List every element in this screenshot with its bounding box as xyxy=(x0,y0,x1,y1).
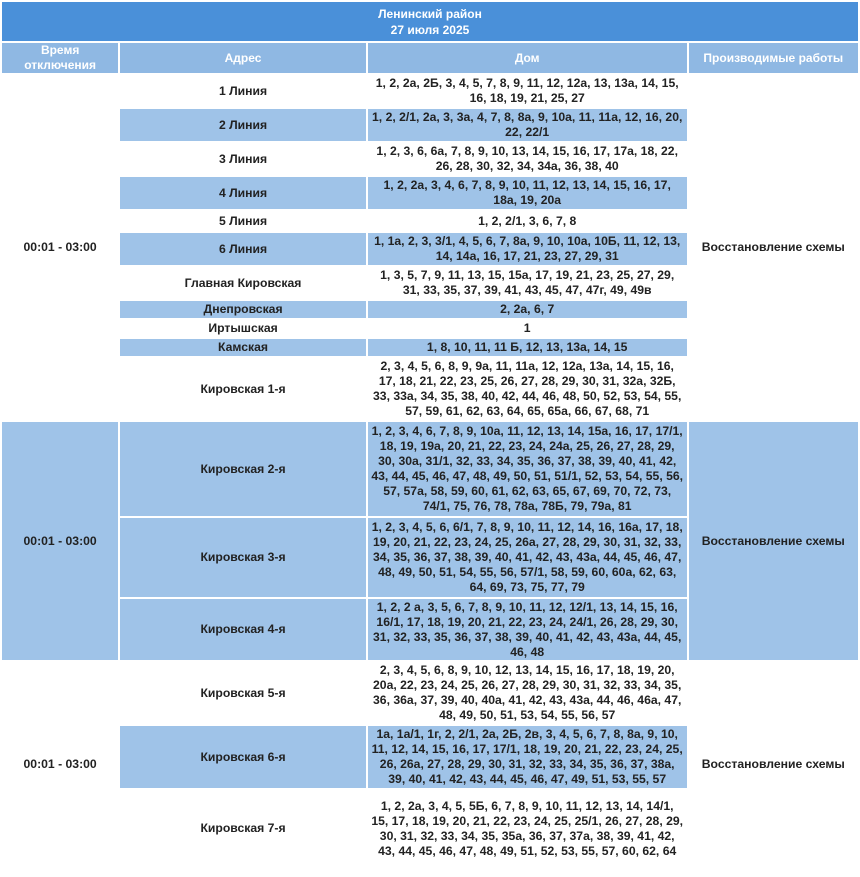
houses-cell: 1, 1а, 2, 3, 3/1, 4, 5, 6, 7, 8а, 9, 10, 10а, 10Б, 11, 12, 13, 14, 14а, 16, 17, 21, 23, 27, 29, 31 xyxy=(368,233,687,265)
column-header-time: Время отключения xyxy=(2,43,118,73)
houses-cell: 1, 3, 5, 7, 9, 11, 13, 15, 15а, 17, 19, 21, 23, 25, 27, 29, 31, 33, 35, 37, 39, 41, 43, 45, 47, 47г, 49, 49в xyxy=(368,267,687,299)
table-row xyxy=(2,422,858,516)
column-header-address: Адрес xyxy=(120,43,366,73)
houses-cell: 2, 3, 4, 5, 6, 8, 9, 10, 12, 13, 14, 15, 16, 17, 18, 19, 20, 20а, 22, 23, 24, 25, 26, 27, 28, 29, 30, 31, 32, 33, 34, 35, 36, 36а, 37, 39, 40, 40а, 41, 42, 43, 43а, 44, 46, 46а, 47, 48, 49, 50, 51, 53, 54, 55, 56, 57 xyxy=(368,662,687,724)
houses-cell: 1, 2, 2/1, 3, 6, 7, 8 xyxy=(368,211,687,231)
address-cell: Кировская 1-я xyxy=(120,358,366,420)
houses-cell: 1, 2, 2а, 3, 4, 6, 7, 8, 9, 10, 11, 12, 13, 14, 15, 16, 17, 18а, 19, 20а xyxy=(368,177,687,209)
houses-cell: 1, 8, 10, 11, 11 Б, 12, 13, 13а, 14, 15 xyxy=(368,339,687,356)
address-cell: 3 Линия xyxy=(120,143,366,175)
header-date: 27 июля 2025 xyxy=(390,22,470,37)
works-cell: Восстановление схемы xyxy=(689,75,858,420)
houses-cell: 1, 2, 3, 4, 6, 7, 8, 9, 10а, 11, 12, 13, 14, 15а, 16, 17, 17/1, 18, 19, 19а, 20, 21, 22, 23, 24, 24а, 25, 26, 27, 28, 29, 30, 30а, 31/1, 32, 33, 34, 35, 36, 37, 38, 39, 40, 41, 42, 43, 44, 45, 46, 47, 48, 49, 50, 51, 51/1, 52, 53, 54, 55, 56, 57, 57а, 58, 59, 60, 61, 62, 63, 65, 67, 69, 70, 72, 73, 74/1, 75, 76, 78, 78а, 78Б, 79, 79а, 81 xyxy=(368,422,687,516)
address-cell: Иртышская xyxy=(120,320,366,337)
houses-cell: 1, 2, 2/1, 2а, 3, 3а, 4, 7, 8, 8а, 9, 10а, 11, 11а, 12, 16, 20, 22, 22/1 xyxy=(368,109,687,141)
address-cell: 1 Линия xyxy=(120,75,366,107)
outage-time-cell: 00:01 - 03:00 xyxy=(2,662,118,867)
address-cell: Кировская 4-я xyxy=(120,599,366,660)
address-cell: Камская xyxy=(120,339,366,356)
houses-cell: 2, 2а, 6, 7 xyxy=(368,301,687,318)
houses-cell: 1, 2, 3, 6, 6а, 7, 8, 9, 10, 13, 14, 15, 16, 17, 17а, 18, 22, 26, 28, 30, 32, 34, 34а, 36, 38, 40 xyxy=(368,143,687,175)
table-body xyxy=(2,75,858,867)
address-cell: Кировская 5-я xyxy=(120,662,366,724)
houses-cell: 1, 2, 3, 4, 5, 6, 6/1, 7, 8, 9, 10, 11, 12, 14, 16, 16а, 17, 18, 19, 20, 21, 22, 23, 24, 25, 26а, 27, 28, 29, 30, 31, 32, 33, 34, 35, 36, 37, 38, 39, 40, 41, 42, 43, 43а, 44, 45, 46, 47, 48, 49, 50, 51, 54, 55, 56, 57/1, 58, 59, 60, 60а, 62, 63, 64, 69, 73, 75, 77, 79 xyxy=(368,518,687,597)
column-header-works: Производимые работы xyxy=(689,43,858,73)
outage-time-cell: 00:01 - 03:00 xyxy=(2,75,118,420)
address-cell: 4 Линия xyxy=(120,177,366,209)
address-cell: Главная Кировская xyxy=(120,267,366,299)
table-row xyxy=(2,75,858,107)
address-cell: 2 Линия xyxy=(120,109,366,141)
address-cell: Кировская 2-я xyxy=(120,422,366,516)
address-cell: Кировская 7-я xyxy=(120,790,366,867)
address-cell: 5 Линия xyxy=(120,211,366,231)
works-cell: Восстановление схемы xyxy=(689,662,858,867)
address-cell: Кировская 3-я xyxy=(120,518,366,597)
address-cell: Кировская 6-я xyxy=(120,726,366,788)
table-row xyxy=(2,662,858,724)
houses-cell: 2, 3, 4, 5, 6, 8, 9, 9а, 11, 11а, 12, 12а, 13а, 14, 15, 16, 17, 18, 21, 22, 23, 25, 26, 27, 28, 29, 30, 31, 32а, 32Б, 33, 33а, 34, 35, 38, 40, 42, 44, 46, 48, 50, 52, 53, 54, 55, 57, 59, 61, 62, 63, 64, 65, 65а, 66, 67, 68, 71 xyxy=(368,358,687,420)
outage-time-cell: 00:01 - 03:00 xyxy=(2,422,118,660)
houses-cell: 1 xyxy=(368,320,687,337)
address-cell: 6 Линия xyxy=(120,233,366,265)
houses-cell: 1, 2, 2а, 3, 4, 5, 5Б, 6, 7, 8, 9, 10, 11, 12, 13, 14, 14/1, 15, 17, 18, 19, 20, 21, 22, 23, 24, 25, 25/1, 26, 27, 28, 29, 30, 31, 32, 33, 34, 35, 35а, 36, 37, 37а, 38, 39, 41, 42, 43, 44, 45, 46, 47, 48, 49, 51, 52, 53, 55, 57, 60, 62, 64 xyxy=(368,790,687,867)
works-cell: Восстановление схемы xyxy=(689,422,858,660)
address-cell: Днепровская xyxy=(120,301,366,318)
district-title: Ленинский район xyxy=(378,6,482,21)
column-header-house: Дом xyxy=(368,43,687,73)
houses-cell: 1а, 1а/1, 1г, 2, 2/1, 2а, 2Б, 2в, 3, 4, 5, 6, 7, 8, 8а, 9, 10, 11, 12, 14, 15, 16, 17, 17/1, 18, 19, 20, 21, 22, 23, 24, 25, 26, 26а, 27, 28, 29, 30, 31, 32, 33, 34, 35, 36, 37, 38а, 39, 40, 41, 42, 43, 44, 45, 46, 47, 49, 51, 53, 55, 57 xyxy=(368,726,687,788)
houses-cell: 1, 2, 2 а, 3, 5, 6, 7, 8, 9, 10, 11, 12, 12/1, 13, 14, 15, 16, 16/1, 17, 18, 19, 20, 21, 22, 23, 24, 24/1, 26, 28, 29, 30, 31, 32, 33, 35, 36, 37, 38, 39, 40, 41, 42, 43, 43а, 44, 45, 46, 48 xyxy=(368,599,687,660)
district-header xyxy=(2,2,858,41)
houses-cell: 1, 2, 2а, 2Б, 3, 4, 5, 7, 8, 9, 11, 12, 12а, 13, 13а, 14, 15, 16, 18, 19, 21, 25, 27 xyxy=(368,75,687,107)
